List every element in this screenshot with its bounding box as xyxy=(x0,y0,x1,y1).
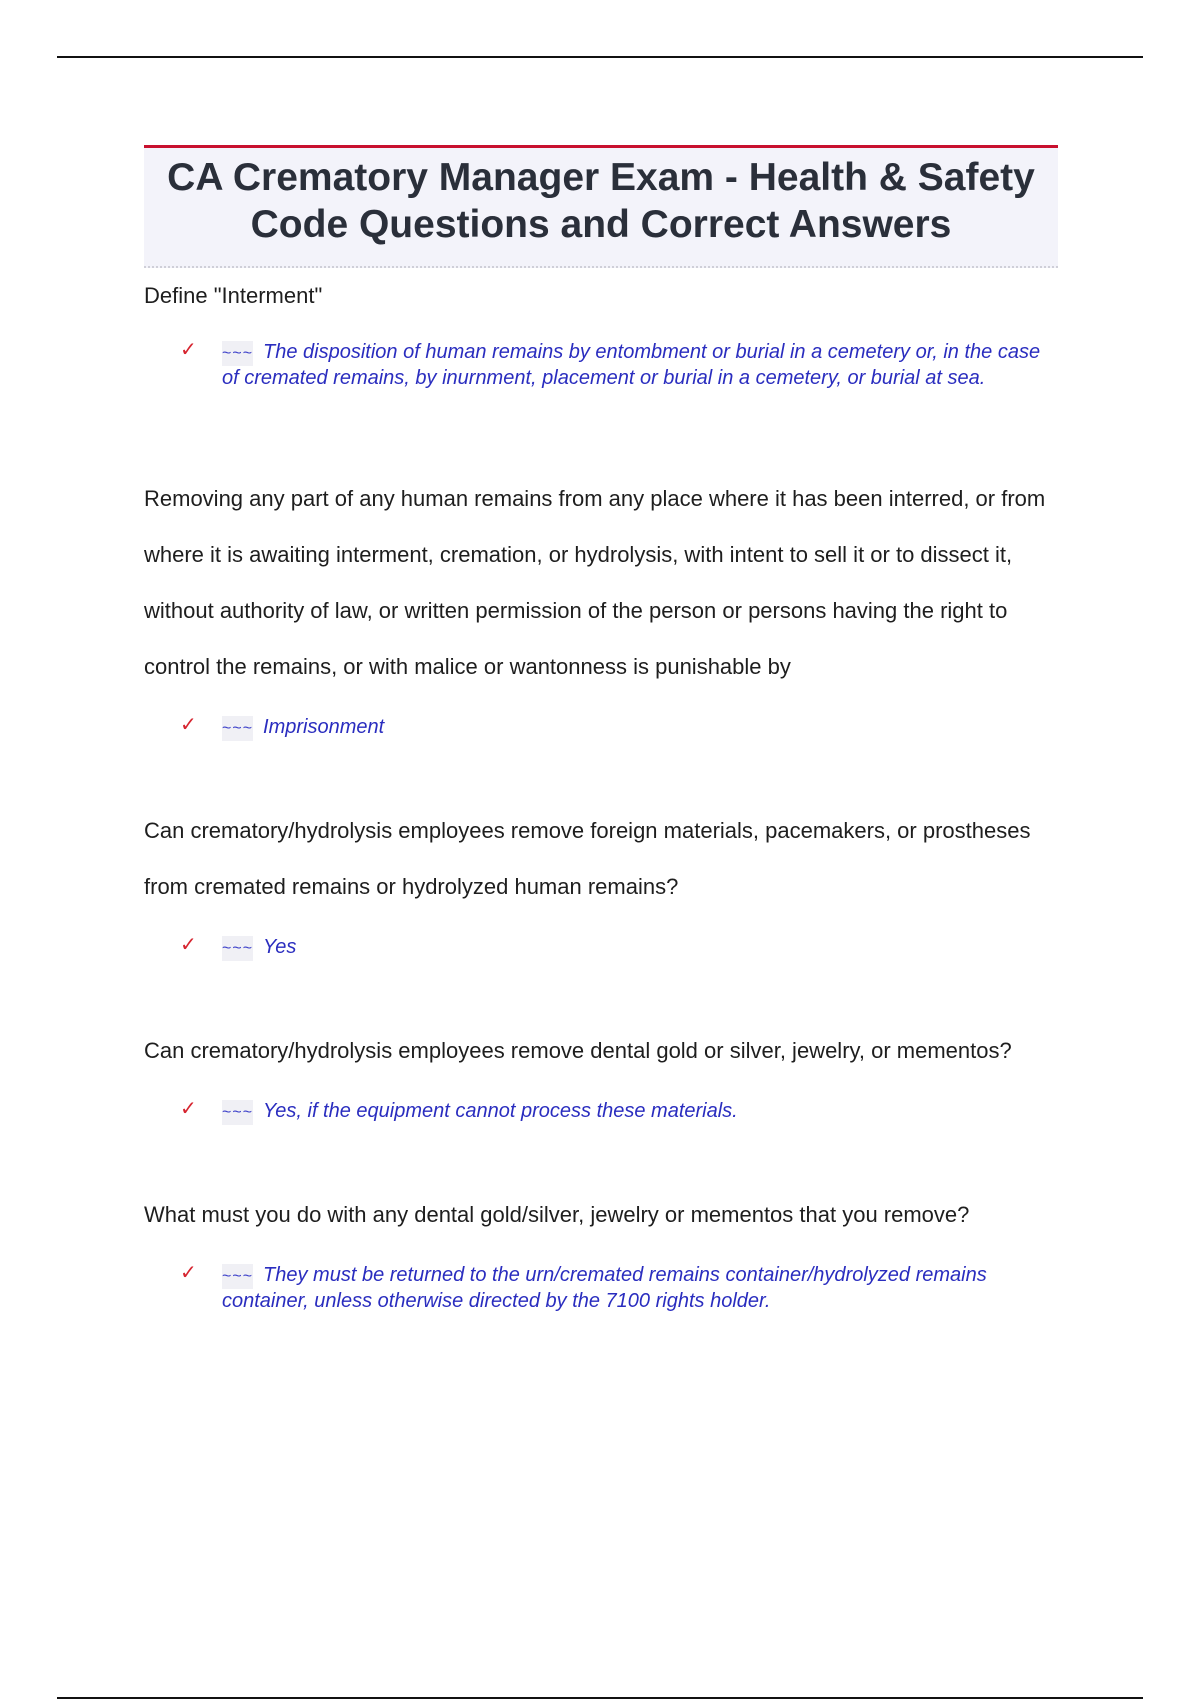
answer-prefix: ~~~ xyxy=(222,716,253,741)
checkmark-icon: ✓ xyxy=(180,1098,197,1120)
answer-text xyxy=(180,934,1058,961)
answer-body: Yes xyxy=(263,936,297,958)
answer-body: Yes, if the equipment cannot process these materials. xyxy=(263,1100,738,1122)
answer-prefix: ~~~ xyxy=(222,341,253,366)
answer-prefix: ~~~ xyxy=(222,936,253,961)
qa-item xyxy=(144,803,1058,961)
bottom-rule xyxy=(57,1697,1143,1699)
answer-text xyxy=(180,714,1058,741)
answer-prefix: ~~~ xyxy=(222,1100,253,1125)
checkmark-icon: ✓ xyxy=(180,714,197,736)
document-title: CA Crematory Manager Exam - Health & Safety Code Questions and Correct Answers xyxy=(167,156,1035,246)
answer-text xyxy=(180,339,1058,391)
title-block xyxy=(144,145,1058,268)
answer-text xyxy=(180,1262,1058,1314)
answer-text xyxy=(180,1098,1058,1125)
question-text: Define "Interment" xyxy=(144,283,323,308)
qa-item xyxy=(144,1023,1058,1125)
checkmark-icon: ✓ xyxy=(180,1262,197,1284)
checkmark-icon: ✓ xyxy=(180,339,197,361)
answer-body: The disposition of human remains by entombment or burial in a cemetery or, in the case of cremated remains, by inurnment, placement or burial in a cemetery, or burial at sea. xyxy=(222,341,1041,389)
qa-item xyxy=(144,471,1058,741)
qa-list xyxy=(144,278,1058,1314)
question-text: Removing any part of any human remains from any place where it has been interred, or from where it is awaiting interment, cremation, or hydrolysis, with intent to sell it or to dissect it, without authority of law, or written permission of the person or persons having the right to control the remains, or with malice or wantonness is punishable by xyxy=(144,486,1046,679)
answer-body: Imprisonment xyxy=(263,716,385,738)
answer-prefix: ~~~ xyxy=(222,1264,253,1289)
qa-item xyxy=(144,1187,1058,1314)
question-text: Can crematory/hydrolysis employees remove dental gold or silver, jewelry, or mementos? xyxy=(144,1038,1012,1063)
answer-body: They must be returned to the urn/cremated remains container/hydrolyzed remains container, unless otherwise directed by the 7100 rights holder. xyxy=(222,1264,987,1312)
question-text: What must you do with any dental gold/silver, jewelry or mementos that you remove? xyxy=(144,1202,970,1227)
question-text: Can crematory/hydrolysis employees remove foreign materials, pacemakers, or prostheses from cremated remains or hydrolyzed human remains? xyxy=(144,818,1031,899)
document-content xyxy=(144,145,1058,1314)
qa-item xyxy=(144,278,1058,391)
checkmark-icon: ✓ xyxy=(180,934,197,956)
top-rule xyxy=(57,56,1143,58)
